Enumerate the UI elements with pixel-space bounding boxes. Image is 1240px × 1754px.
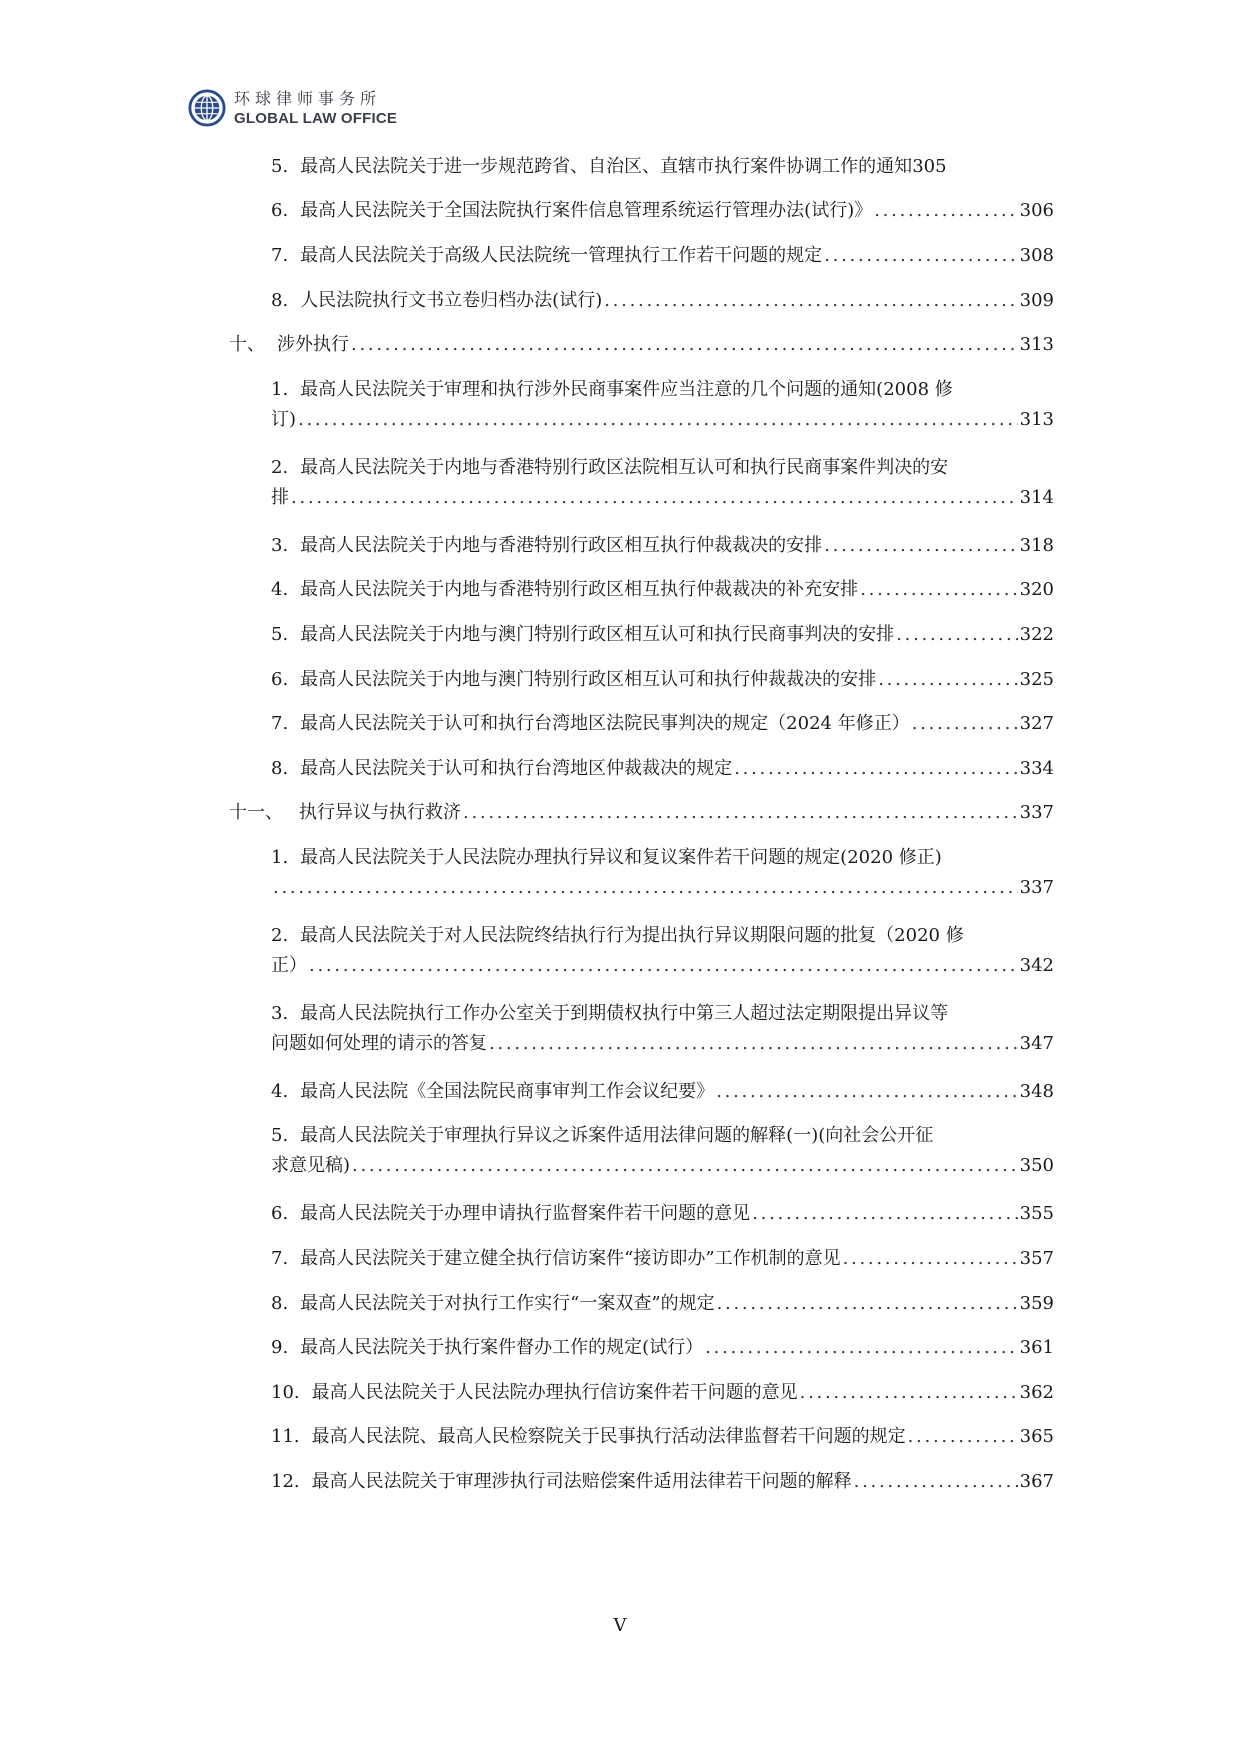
toc-page: 305 <box>912 156 947 177</box>
toc-entry[interactable] <box>271 241 1054 271</box>
toc-entry[interactable] <box>271 1422 1054 1452</box>
toc-entry[interactable] <box>271 709 1054 739</box>
logo-chinese-name: 环球律师事务所 <box>234 88 382 108</box>
toc-title-continued: 求意见稿) <box>271 1155 351 1176</box>
toc-title: 最高人民法院关于审理执行异议之诉案件适用法律问题的解释(一)(向社会公开征 <box>300 1125 934 1146</box>
toc-page: 308 <box>1019 245 1054 266</box>
dot-leader <box>896 620 1017 650</box>
toc-entry[interactable] <box>271 1289 1054 1319</box>
toc-entry[interactable] <box>271 620 1054 650</box>
toc-page: 313 <box>1019 409 1054 430</box>
toc-number: 1. <box>271 379 289 400</box>
law-firm-logo <box>188 88 397 128</box>
dot-leader <box>878 665 1017 695</box>
dot-leader <box>298 405 1018 435</box>
dot-leader <box>908 1422 1018 1452</box>
toc-page: 337 <box>1019 802 1054 823</box>
toc-number: 6. <box>271 200 289 221</box>
toc-title: 最高人民法院关于人民法院办理执行信访案件若干问题的意见 <box>311 1382 798 1403</box>
dot-leader <box>351 330 1018 360</box>
toc-entry[interactable] <box>271 1333 1054 1363</box>
toc-page: 350 <box>1019 1155 1054 1176</box>
toc-number: 12. <box>271 1471 300 1492</box>
toc-number: 7. <box>271 713 289 734</box>
toc-title: 最高人民法院关于内地与澳门特别行政区相互认可和执行仲裁裁决的安排 <box>300 669 877 690</box>
toc-page: 361 <box>1019 1337 1054 1358</box>
toc-chapter[interactable] <box>229 330 1054 360</box>
dot-leader <box>824 531 1017 561</box>
toc-page: 322 <box>1019 624 1054 645</box>
toc-title: 最高人民法院关于进一步规范跨省、自治区、直辖市执行案件协调工作的通知 <box>300 156 913 177</box>
toc-entry[interactable] <box>271 754 1054 784</box>
toc-title: 最高人民法院执行工作办公室关于到期债权执行中第三人超过法定期限提出异议等 <box>300 1003 949 1024</box>
toc-chapter-number: 十一、 <box>229 802 283 823</box>
toc-page: 309 <box>1019 290 1054 311</box>
toc-number: 8. <box>271 1293 289 1314</box>
dot-leader <box>800 1378 1018 1408</box>
dot-leader <box>705 1333 1017 1363</box>
toc-number: 8. <box>271 758 289 779</box>
toc-number: 2. <box>271 925 289 946</box>
toc-number: 10. <box>271 1382 300 1403</box>
toc-page: 357 <box>1019 1248 1054 1269</box>
toc-title-continued: 订) <box>271 409 297 430</box>
toc-page: 337 <box>1019 877 1054 898</box>
toc-number: 8. <box>271 290 289 311</box>
toc-entry[interactable] <box>271 575 1054 605</box>
logo-english-name: GLOBAL LAW OFFICE <box>234 109 398 127</box>
toc-page: 306 <box>1019 200 1054 221</box>
toc-entry[interactable] <box>271 531 1054 561</box>
globe-icon <box>188 89 226 127</box>
toc-page: 342 <box>1019 955 1054 976</box>
toc-number: 5. <box>271 1125 289 1146</box>
dot-leader <box>352 1151 1018 1181</box>
toc-title: 最高人民法院关于审理涉执行司法赔偿案件适用法律若干问题的解释 <box>311 1471 852 1492</box>
dot-leader <box>273 873 1018 903</box>
toc-entry[interactable] <box>271 375 1054 435</box>
dot-leader <box>874 196 1017 226</box>
toc-number: 3. <box>271 535 289 556</box>
dot-leader <box>716 1077 1017 1107</box>
toc-page: 367 <box>1019 1471 1054 1492</box>
toc-title: 最高人民法院关于内地与香港特别行政区相互执行仲裁裁决的补充安排 <box>300 579 859 600</box>
toc-title: 最高人民法院关于全国法院执行案件信息管理系统运行管理办法(试行)》 <box>300 200 873 221</box>
toc-title: 最高人民法院关于认可和执行台湾地区法院民事判决的规定（2024 年修正） <box>300 713 910 734</box>
toc-entry[interactable] <box>271 665 1054 695</box>
toc-number: 11. <box>271 1426 300 1447</box>
toc-title: 最高人民法院关于内地与香港特别行政区相互执行仲裁裁决的安排 <box>300 535 823 556</box>
toc-page: 334 <box>1019 758 1054 779</box>
toc-number: 5. <box>271 156 289 177</box>
toc-entry[interactable] <box>271 1121 1054 1181</box>
toc-entry[interactable] <box>271 1467 1054 1497</box>
toc-number: 9. <box>271 1337 289 1358</box>
dot-leader <box>912 709 1018 739</box>
dot-leader <box>463 798 1018 828</box>
toc-title: 最高人民法院关于审理和执行涉外民商事案件应当注意的几个问题的通知(2008 修 <box>300 379 953 400</box>
toc-number: 6. <box>271 669 289 690</box>
toc-title: 最高人民法院关于内地与澳门特别行政区相互认可和执行民商事判决的安排 <box>300 624 895 645</box>
dot-leader <box>752 1199 1017 1229</box>
toc-title: 最高人民法院关于认可和执行台湾地区仲裁裁决的规定 <box>300 758 733 779</box>
toc-entry[interactable] <box>271 1244 1054 1274</box>
toc-title: 最高人民法院关于高级人民法院统一管理执行工作若干问题的规定 <box>300 245 823 266</box>
toc-chapter-number: 十、 <box>229 334 265 355</box>
toc-number: 4. <box>271 579 289 600</box>
toc-page: 325 <box>1019 669 1054 690</box>
dot-leader <box>860 575 1017 605</box>
toc-chapter-title: 执行异议与执行救济 <box>299 802 461 823</box>
toc-title: 最高人民法院关于对人民法院终结执行行为提出执行异议期限问题的批复（2020 修 <box>300 925 964 946</box>
dot-leader <box>734 754 1017 784</box>
toc-title: 最高人民法院、最高人民检察院关于民事执行活动法律监督若干问题的规定 <box>311 1426 906 1447</box>
toc-page: 318 <box>1019 535 1054 556</box>
toc-page: 347 <box>1019 1033 1054 1054</box>
toc-number: 5. <box>271 624 289 645</box>
toc-page: 320 <box>1019 579 1054 600</box>
toc-title: 最高人民法院关于人民法院办理执行异议和复议案件若干问题的规定(2020 修正) <box>300 847 942 868</box>
toc-entry[interactable] <box>271 921 1054 981</box>
toc-page: 359 <box>1019 1293 1054 1314</box>
toc-chapter-title: 涉外执行 <box>277 334 349 355</box>
page-number: V <box>613 1615 627 1636</box>
toc-page: 327 <box>1019 713 1054 734</box>
toc-number: 3. <box>271 1003 289 1024</box>
toc-title-continued: 问题如何处理的请示的答复 <box>271 1033 487 1054</box>
toc-page: 313 <box>1019 334 1054 355</box>
toc-entry[interactable] <box>271 1378 1054 1408</box>
toc-number: 7. <box>271 1248 289 1269</box>
toc-title: 人民法院执行文书立卷归档办法(试行) <box>300 290 603 311</box>
dot-leader <box>717 1289 1018 1319</box>
toc-number: 2. <box>271 457 289 478</box>
toc-number: 4. <box>271 1081 289 1102</box>
dot-leader <box>843 1244 1018 1274</box>
toc-entry[interactable] <box>271 999 1054 1059</box>
toc-entry[interactable] <box>271 1199 1054 1229</box>
toc-number: 1. <box>271 847 289 868</box>
toc-entry[interactable] <box>271 1077 1054 1107</box>
toc-title: 最高人民法院关于内地与香港特别行政区法院相互认可和执行民商事案件判决的安 <box>300 457 949 478</box>
toc-entry[interactable] <box>271 843 1054 903</box>
toc-page: 362 <box>1019 1382 1054 1403</box>
toc-entry[interactable] <box>271 286 1054 316</box>
toc-entry[interactable] <box>271 196 1054 226</box>
toc-title: 最高人民法院关于办理申请执行监督案件若干问题的意见 <box>300 1203 751 1224</box>
dot-leader <box>824 241 1017 271</box>
toc-title: 最高人民法院《全国法院民商事审判工作会议纪要》 <box>300 1081 715 1102</box>
toc-title: 最高人民法院关于执行案件督办工作的规定(试行） <box>300 1337 704 1358</box>
toc-title: 最高人民法院关于对执行工作实行“一案双查”的规定 <box>300 1293 715 1314</box>
toc-page: 314 <box>1019 487 1054 508</box>
toc-number: 6. <box>271 1203 289 1224</box>
toc-page: 365 <box>1019 1426 1054 1447</box>
toc-page: 348 <box>1019 1081 1054 1102</box>
toc-title-continued: 正） <box>271 955 307 976</box>
dot-leader <box>604 286 1017 316</box>
dot-leader <box>309 951 1018 981</box>
toc-entry[interactable] <box>271 453 1054 513</box>
dot-leader <box>489 1029 1018 1059</box>
dot-leader <box>854 1467 1018 1497</box>
toc-title: 最高人民法院关于建立健全执行信访案件“接访即办”工作机制的意见 <box>300 1248 841 1269</box>
toc-chapter[interactable] <box>229 798 1054 828</box>
toc-number: 7. <box>271 245 289 266</box>
toc-page: 355 <box>1019 1203 1054 1224</box>
dot-leader <box>291 483 1018 513</box>
toc-title-continued: 排 <box>271 487 289 508</box>
toc-entry[interactable] <box>271 152 1054 182</box>
